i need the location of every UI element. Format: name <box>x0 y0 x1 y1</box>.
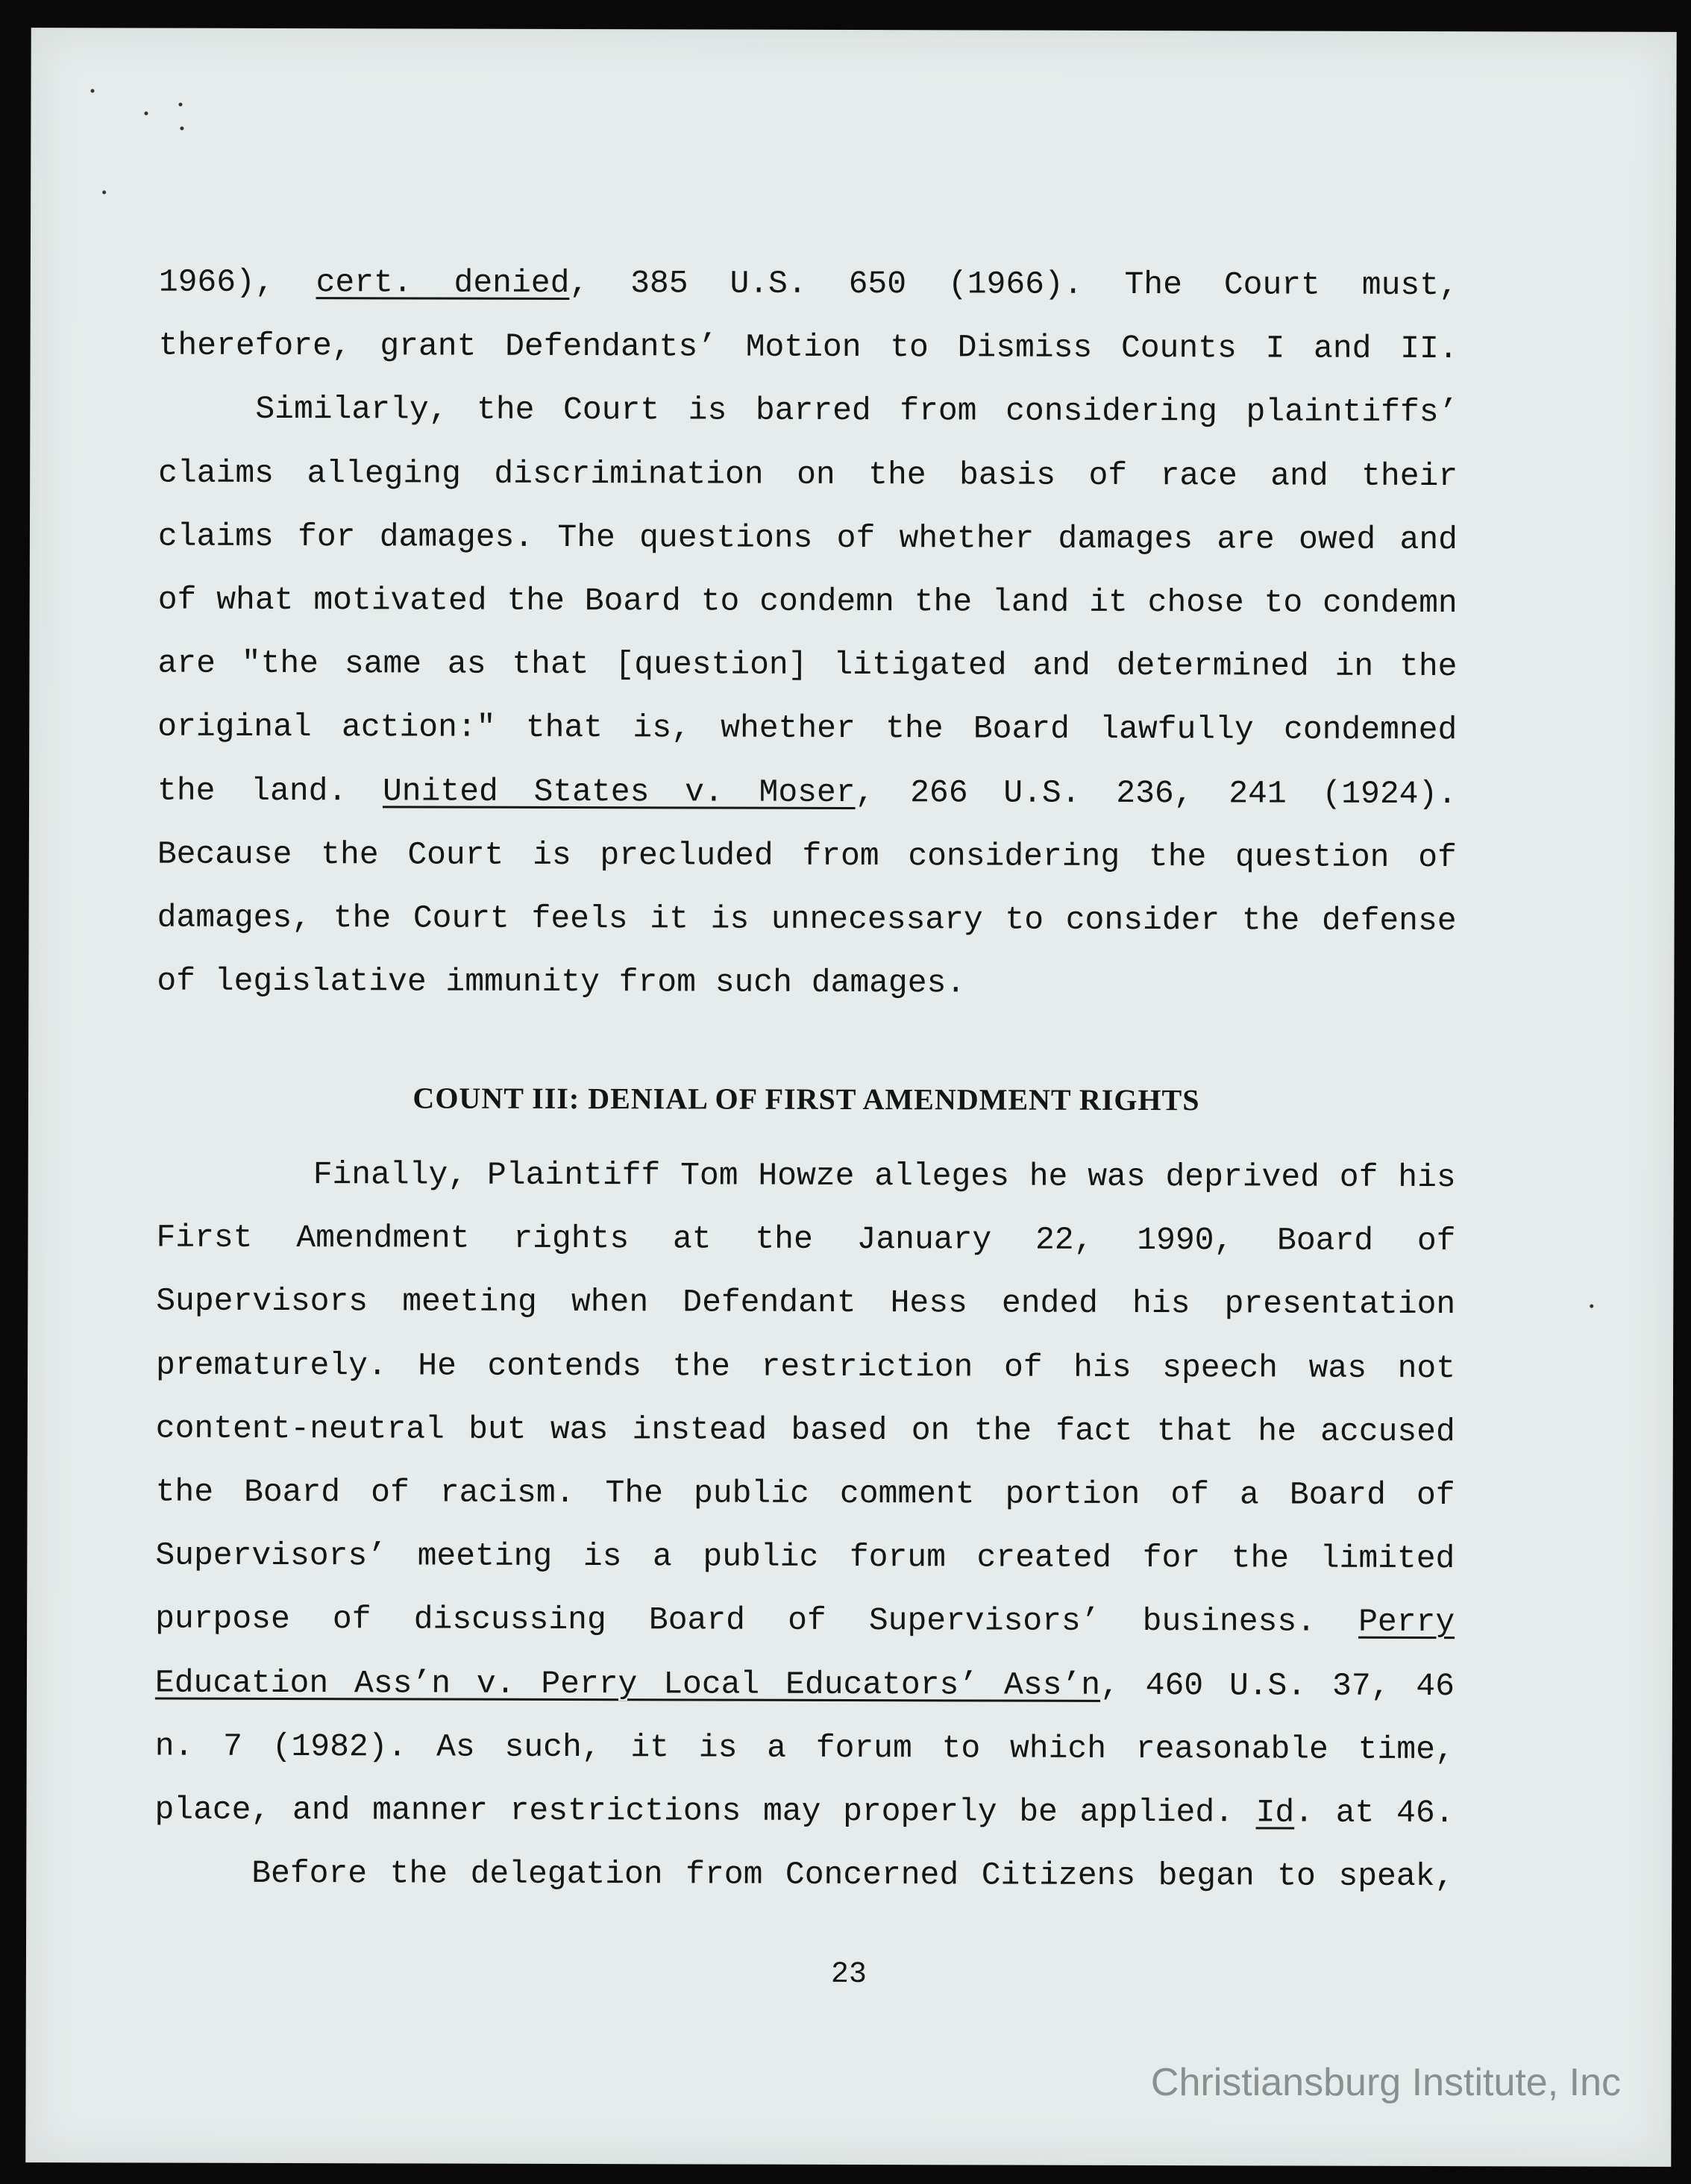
citation: Id <box>1255 1794 1295 1831</box>
text-line: Before the delegation from Concerned Citizens began to speak, <box>251 1854 1455 1895</box>
text-line: therefore, grant Defendants’ Motion to Dismiss Counts I and II. <box>158 327 1458 368</box>
speck <box>178 103 182 107</box>
citation: Education Ass’n v. Perry Local Educators’ Ass’n <box>154 1664 1101 1704</box>
speck <box>1590 1305 1593 1308</box>
speck <box>91 89 95 92</box>
text-line: Finally, Plaintiff Tom Howze alleges he was deprived of his <box>313 1156 1456 1196</box>
document-page <box>25 28 1676 2167</box>
speck <box>102 190 106 194</box>
text-line: original action:" that is, whether the Board lawfully condemned <box>157 708 1458 749</box>
body-text-lower <box>154 1143 1456 1909</box>
citation: Perry <box>1358 1604 1455 1641</box>
text-line: First Amendment rights at the January 22, 1990, Board of <box>156 1219 1456 1260</box>
text-line: place, and manner restrictions may properly be applied. Id. at 46. <box>154 1791 1455 1831</box>
section-heading: COUNT III: DENIAL OF FIRST AMENDMENT RIGHTS <box>412 1081 1200 1117</box>
text-line: of what motivated the Board to condemn the land it chose to condemn <box>157 581 1458 622</box>
text-line: Supervisors’ meeting is a public forum created for the limited <box>155 1537 1455 1578</box>
watermark: Christiansburg Institute, Inc <box>1150 2061 1621 2104</box>
text-line: claims alleging discrimination on the basis of race and their <box>158 454 1458 495</box>
text-line: Supervisors meeting when Defendant Hess ended his presentation <box>156 1282 1456 1323</box>
citation: cert. denied <box>316 264 570 302</box>
text-line: Similarly, the Court is barred from considering plaintiffs’ <box>255 391 1458 431</box>
text-line: Education Ass’n v. Perry Local Educators’ Ass’n, 460 U.S. 37, 46 <box>154 1664 1455 1704</box>
page-number: 23 <box>830 1957 867 1992</box>
text-line: are "the same as that [question] litigated and determined in the <box>157 644 1458 685</box>
text-line: the land. United States v. Moser, 266 U.S. 236, 241 (1924). <box>157 772 1458 812</box>
body-text-upper <box>157 251 1458 1017</box>
text-line: of legislative immunity from such damages. <box>157 962 966 1002</box>
text-line: damages, the Court feels it is unnecessary to consider the defense <box>157 899 1457 939</box>
text-line: prematurely. He contends the restriction of his speech was not <box>155 1346 1456 1387</box>
citation: United States v. Moser <box>382 772 856 811</box>
text-line: n. 7 (1982). As such, it is a forum to which reasonable time, <box>154 1728 1455 1768</box>
text-line: claims for damages. The questions of whether damages are owed and <box>157 518 1458 558</box>
text-line: Because the Court is precluded from considering the question of <box>157 835 1457 876</box>
text-line: purpose of discussing Board of Supervisors’ business. Perry <box>155 1600 1455 1641</box>
text-line: the Board of racism. The public comment portion of a Board of <box>155 1473 1455 1514</box>
text-line: 1966), cert. denied, 385 U.S. 650 (1966). The Court must, <box>158 263 1458 304</box>
text-line: content-neutral but was instead based on the fact that he accused <box>155 1410 1455 1450</box>
speck <box>144 112 148 116</box>
speck <box>180 127 183 131</box>
